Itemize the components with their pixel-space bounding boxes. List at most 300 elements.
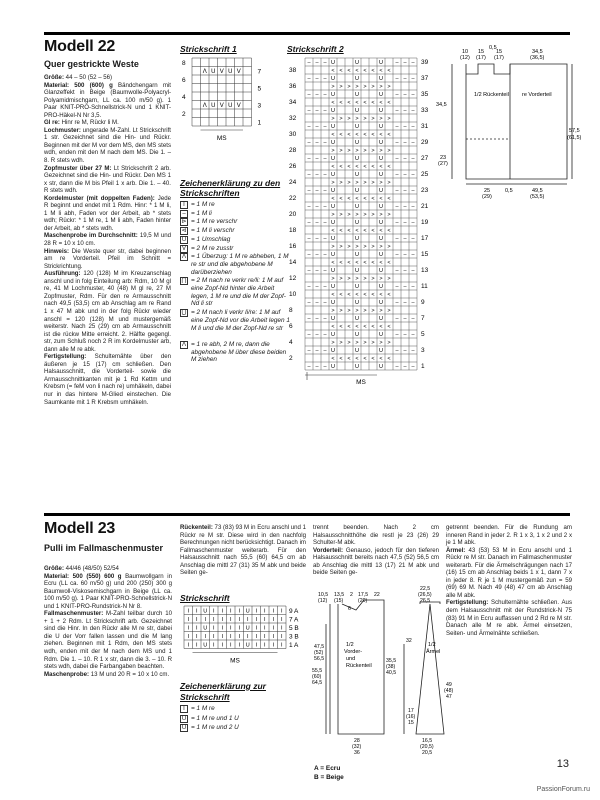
schematic-top-dim-3: 15 (478, 49, 485, 55)
legend-symbol-icon: U (181, 725, 187, 731)
chart-symbol: U (355, 252, 359, 259)
chart-symbol: – (315, 284, 319, 291)
model-23-sleeve-text (446, 524, 572, 637)
chart-symbol: – (323, 364, 327, 371)
row-number-right: 37 (421, 75, 429, 82)
schematic-bottom-dim-1: 25 (484, 188, 491, 194)
chart-symbol: < (371, 292, 375, 299)
chart-symbol: – (411, 348, 415, 355)
row-label: 7 A (289, 616, 299, 624)
chart-symbol: U (379, 268, 383, 275)
schematic-top-dim-5: 0,5 (489, 45, 497, 51)
paragraph-heading: Ärmel: (446, 546, 466, 554)
chart-symbol: < (355, 68, 359, 75)
chart-symbol: – (403, 140, 407, 147)
s2-left-dim-6: 64,5 (312, 680, 323, 686)
chart-symbol: < (331, 356, 335, 363)
chart-symbol: I (272, 634, 275, 640)
chart-symbol: < (355, 196, 359, 203)
chart-symbol: < (363, 68, 367, 75)
chart-symbol: < (331, 68, 335, 75)
legend-text: = 1 re abh, 2 M re, dann die abgehobene M über diese beiden M ziehen (191, 340, 287, 364)
chart-symbol: – (403, 236, 407, 243)
chart-symbol: – (323, 236, 327, 243)
chart-symbol: < (371, 132, 375, 139)
chart-symbol: – (395, 364, 399, 371)
chart-symbol: < (339, 228, 343, 235)
legend-text: = 1 M re (191, 705, 215, 712)
row-number-right: 9 (421, 299, 425, 306)
chart-symbol: I (280, 642, 283, 649)
chart-symbol: < (371, 260, 375, 267)
chart-symbol: – (395, 284, 399, 291)
chart-symbol: U (355, 156, 359, 163)
chart-symbol: I (212, 625, 215, 632)
chart-1-grid (180, 54, 260, 174)
chart-symbol: I (187, 617, 190, 623)
row-number-left: 32 (289, 115, 297, 122)
chart-symbol: – (323, 268, 327, 275)
model-23-title: Modell 23 (44, 520, 116, 537)
paragraph-heading: Fertigstellung: (446, 599, 489, 607)
legend-item (180, 341, 292, 364)
chart-symbol: U (228, 103, 233, 109)
paragraph-heading: Maschenprobe: (44, 670, 90, 678)
chart-symbol: U (331, 284, 335, 291)
chart-symbol: V (236, 69, 241, 75)
chart-symbol: U (203, 642, 208, 649)
paragraph: Maschenprobe: 13 M und 20 R = 10 x 10 cm. (44, 670, 170, 678)
chart-symbol: – (307, 236, 311, 243)
chart-symbol: > (347, 148, 351, 155)
chart-symbol: > (339, 116, 343, 123)
row-label: 5 B (289, 625, 299, 632)
chart-symbol: U (379, 316, 383, 323)
paragraph: Gl re: Hinr re M, Rückr li M. (44, 119, 119, 127)
chart-symbol: – (395, 252, 399, 259)
row-number-left: 16 (289, 243, 297, 250)
s2-top-dim-6: 17,5 (358, 592, 369, 598)
chart-symbol: – (307, 300, 311, 307)
chart-symbol: – (411, 252, 415, 259)
chart-symbol: I (238, 634, 241, 640)
chart-symbol: > (339, 84, 343, 91)
chart-symbol: U (379, 60, 383, 67)
paragraph: trennt beenden. Nach 2 cm Halsausschnitthöhe die restl je 23 (26) 29 Schulter-M abk. (313, 524, 439, 547)
row-number-left: 36 (289, 83, 297, 90)
chart-symbol: – (411, 220, 415, 227)
chart-symbol: > (371, 340, 375, 347)
chart-symbol: U (379, 364, 383, 371)
chart-symbol: < (363, 164, 367, 171)
chart-symbol: I (263, 642, 266, 649)
chart-symbol: – (307, 188, 311, 195)
chart-symbol: > (355, 180, 359, 187)
chart-symbol: I (204, 617, 207, 623)
chart-symbol: – (403, 124, 407, 131)
row-number-left: 20 (289, 211, 297, 218)
chart-symbol: > (379, 84, 383, 91)
legend-item (180, 245, 233, 253)
legend-symbol-icon: ⋃ (181, 310, 187, 317)
row-number-right: 31 (421, 123, 429, 130)
s2-center-label: 1/2 Vorder-und Rückenteil (344, 642, 372, 669)
chart-symbol: < (347, 228, 351, 235)
legend-text: = 2 M re zusstr (191, 244, 234, 252)
chart-symbol: – (323, 188, 327, 195)
chart-symbol: – (307, 204, 311, 211)
footer-watermark: PassionForum.ru (536, 786, 590, 793)
schematic-right-dim-1: 57,5 (569, 128, 580, 134)
chart-symbol: < (339, 356, 343, 363)
paragraph: Zopfmuster über 27 M: Lt Strickschrift 2 arb. Gezeichnet sind die Hin- und Rückr. Den MS 1 x str, dann die M bis Pfeil 1 x arb. Die 1. – 40. R stets wdh. (44, 164, 171, 195)
chart-symbol: U (355, 92, 359, 99)
chart-symbol: > (331, 340, 335, 347)
chart-symbol: – (395, 236, 399, 243)
chart-symbol: Λ (202, 69, 207, 75)
model-22-title: Modell 22 (44, 38, 116, 55)
chart-symbol: I (238, 617, 241, 623)
chart-symbol: > (355, 308, 359, 315)
row-number-left: 6 (289, 323, 293, 330)
chart-symbol: – (395, 156, 399, 163)
chart-symbol: – (315, 60, 319, 67)
chart-symbol: < (387, 196, 391, 203)
chart-symbol: I (195, 642, 198, 649)
legend-2 (180, 705, 292, 745)
chart-symbol: U (355, 220, 359, 227)
chart-symbol: < (339, 100, 343, 107)
schematic-left-dim-1: 34,5 (436, 102, 447, 108)
chart-symbol: U (379, 108, 383, 115)
chart-symbol: > (371, 308, 375, 315)
chart-symbol: < (387, 132, 391, 139)
legend-symbol-icon: ⊲ (181, 228, 187, 235)
chart-symbol: – (403, 300, 407, 307)
chart-symbol: I (280, 625, 283, 632)
chart-symbol: > (339, 308, 343, 315)
chart-symbol: U (331, 268, 335, 275)
chart-symbol: > (355, 340, 359, 347)
chart-symbol: – (395, 220, 399, 227)
chart-symbol: U (355, 204, 359, 211)
chart-symbol: > (363, 116, 367, 123)
s2-left-dim-5: (60) (312, 674, 322, 680)
chart-symbol: < (355, 100, 359, 107)
chart-symbol: < (347, 196, 351, 203)
chart-symbol: – (315, 348, 319, 355)
chart-symbol: U (331, 60, 335, 67)
s2-top-dim-8: 22 (374, 592, 380, 598)
chart-symbol: > (331, 276, 335, 283)
chart-symbol: < (331, 132, 335, 139)
row-number-right: 11 (421, 283, 428, 290)
paragraph: Material: 500 (550) 600 g Baumwollgarn in Ecru (LL ca. 60 m/50 g) und 200 (250) 300 g Baumwoll-Viskosemischgarn in Beige (LL ca. 100 m/50 g). 1 Paar KNIT-PRO-Schnellstrick-N und 1 KNIT-PRO-Rundstrick-N Nr 8. (44, 572, 172, 610)
legend-text: = 1 M li verschr (191, 227, 235, 235)
chart-symbol: < (363, 356, 367, 363)
chart-symbol: > (379, 244, 383, 251)
chart-symbol: I (187, 634, 190, 640)
chart-symbol: > (379, 212, 383, 219)
chart-symbol: < (371, 68, 375, 75)
s2-top-dim-7: (20) (358, 598, 368, 604)
chart-symbol: – (411, 364, 415, 371)
chart-symbol: I (255, 642, 258, 649)
legend-symbol-icon: Λ (181, 254, 186, 261)
paragraph: Ausführung: 120 (128) M im Kreuzanschlag anschl und in folg Einteilung arb: Rdm, 10 M gl re, 41 M Lochmuster, 40 (48) M gl re, 27 M Zopfmuster, Rdm. Für den re Armausschnitt nach 49,5 (53,5) cm ab Anschlag am re Rand 1 x 47 M abk und in der folg Rückr wieder anschl = 120 (128) M und mustergemäß weiterstr. Nach 25 (29) cm ab Armausschnitt ist die rückw Mitte erreicht. 2. Hälfte gegengl. str, zum Schluß noch 2 R im Kordelmuster arb, dann alle M re abk. (44, 270, 171, 353)
chart-symbol: I (280, 617, 283, 623)
s2-bottom-dim-2: (32) (352, 744, 362, 750)
chart-symbol: – (403, 156, 407, 163)
chart-symbol: – (323, 76, 327, 83)
chart-symbol: > (363, 84, 367, 91)
chart-symbol: > (387, 180, 391, 187)
model-22-instructions (44, 74, 171, 406)
s2-sleeve-top-2: (26,5) (418, 592, 432, 598)
chart-symbol: U (331, 332, 335, 339)
s2-top-dim-1: 10,5 (318, 592, 329, 598)
chart-symbol: – (323, 332, 327, 339)
chart-symbol: > (347, 116, 351, 123)
chart-symbol: > (331, 180, 335, 187)
chart-2-grid (287, 54, 435, 390)
chart-symbol: > (339, 244, 343, 251)
chart-symbol: I (255, 608, 258, 615)
chart-symbol: < (339, 164, 343, 171)
chart-symbol: – (403, 204, 407, 211)
chart-symbol: I (263, 634, 266, 640)
s2-inner-dim-2: (38) (386, 664, 396, 670)
chart-symbol: > (371, 276, 375, 283)
chart-symbol: < (339, 68, 343, 75)
chart-symbol: U (355, 76, 359, 83)
chart-symbol: – (403, 316, 407, 323)
chart-symbol: < (331, 164, 335, 171)
paragraph: Maschenprobe im Durchschnitt: 19,5 M und 28 R = 10 x 10 cm. (44, 232, 171, 248)
schematic-left-dim-3: (27) (438, 161, 448, 167)
chart-symbol: – (403, 220, 407, 227)
chart-symbol: < (363, 196, 367, 203)
chart-symbol: I (280, 608, 283, 615)
legend-text: = 1 M re und 2 U (191, 724, 239, 731)
chart-symbol: I (212, 617, 215, 623)
chart-symbol: – (307, 156, 311, 163)
paragraph-heading: Material: 500 (550) 600 g (44, 572, 122, 580)
chart-symbol: – (395, 188, 399, 195)
chart-symbol: – (395, 124, 399, 131)
chart-symbol: – (395, 204, 399, 211)
chart-symbol: < (355, 228, 359, 235)
paragraph: Hinweis: Die Weste quer str, dabei beginnen am re Vorderteil. Pfeil im Schnitt = Strickrichtung. (44, 247, 171, 270)
chart-symbol: – (403, 268, 407, 275)
row-number-left: 6 (182, 77, 186, 84)
chart-symbol: U (355, 300, 359, 307)
chart-symbol: V (219, 103, 224, 109)
chart-symbol: > (347, 340, 351, 347)
legend-item (180, 227, 235, 235)
chart-symbol: > (347, 276, 351, 283)
row-number-right: 29 (421, 139, 429, 146)
chart-symbol: – (315, 316, 319, 323)
chart-symbol: I (229, 617, 232, 623)
chart-symbol: U (355, 124, 359, 131)
chart-symbol: > (363, 148, 367, 155)
chart-symbol: < (379, 68, 383, 75)
row-number-right: 5 (257, 85, 262, 93)
row-number-left: 8 (289, 307, 293, 314)
chart-symbol: < (339, 132, 343, 139)
chart-symbol: – (315, 92, 319, 99)
chart-symbol: U (379, 188, 383, 195)
chart-symbol: – (315, 76, 319, 83)
chart-symbol: – (323, 348, 327, 355)
chart-symbol: – (403, 188, 407, 195)
s2-bottom-dim-1: 28 (354, 738, 360, 744)
chart-symbol: U (379, 252, 383, 259)
chart-symbol: < (371, 164, 375, 171)
chart-symbol: < (379, 292, 383, 299)
row-number-left: 10 (289, 291, 297, 298)
chart-symbol: – (403, 252, 407, 259)
paragraph: Fertigstellung: Schultemähte über den äußeren je 15 (17) cm schließen. Den Halsausschnitt, die Vorderteil- sowie die Armausschnittkanten mit je 1 Rd Kettm und Krebsm (= feM von li nach re) umhäkeln, dabei nur in das hintere M-Glied einstechen. Die Saumkante mit 1 R Krebsm umhäkeln. (44, 353, 171, 406)
legend-1 (180, 201, 292, 381)
legend-text: = 2 M nach li verkr li/re: 1 M auf eine Zopf-Nd vor die Arbeit legen 1 M li und die M der Zopf-Nd re str (191, 309, 290, 332)
legend-symbol-icon: U (181, 715, 187, 722)
chart-symbol: < (331, 292, 335, 299)
legend-symbol-icon: ⊳ (181, 219, 187, 226)
row-number-left: 28 (289, 147, 297, 154)
chart-symbol: – (323, 172, 327, 179)
chart-symbol: – (411, 76, 415, 83)
chart-symbol: > (371, 148, 375, 155)
paragraph: Material: 500 (600) g Bändchengarn mit Glanzeffekt in Beige (Baumwolle-Polyacryl-Polyamidmischgarn, LL ca. 100 m/50 g). 1 Paar KNIT-PRO-Schnellstrick-N und 1 KNIT-PRO-Häkel-N Nr 3,5. (44, 81, 171, 119)
chart-1-ms-label: MS (216, 135, 227, 142)
legend-symbol-icon: U (181, 236, 187, 243)
legend-item (180, 715, 239, 723)
chart-symbol: U (355, 332, 359, 339)
s2-sleeve-dim-2: 17 (408, 708, 414, 714)
chart-symbol: – (315, 252, 319, 259)
chart-symbol: I (187, 642, 190, 649)
legend-item (180, 236, 230, 244)
schematic-bottom-dim-2: (29) (482, 194, 492, 200)
chart-symbol: – (315, 204, 319, 211)
chart-symbol: U (355, 364, 359, 371)
s2-sleeve-dim-4: 15 (408, 720, 414, 726)
paragraph: Fertigstellung: Schulternähte schließen. Aus dem Halsausschnitt mit der Rundstrick-N 75 (83) 91 M in Ecru auffassen und 2 Rd re M str. Danach alle M re abk. Ärmel einsetzen, Seiten- und Ärmelnähte schließen. (446, 599, 572, 637)
chart-symbol: – (323, 124, 327, 131)
model-22-subtitle: Quer gestrickte Weste (44, 59, 139, 69)
paragraph: Ärmel: 43 (53) 53 M in Ecru anschl und 1 Rückr re M str. Danach im Fallmaschenmuster weiterarb. Für die Ärmelschrägungen nach 17 (16) 15 cm ab Anschlag beids 1 x 1, dann 7 x in jeder 8. R je 1 M mustergemäß zun = 59 (69) 69 M. Nach 49 (48) 47 cm ab Anschlag alle M abk. (446, 546, 572, 599)
chart-symbol: – (403, 284, 407, 291)
paragraph-heading: Größe: (44, 74, 64, 81)
chart-symbol: U (355, 188, 359, 195)
chart-symbol: > (339, 148, 343, 155)
paragraph-heading: Ausführung: (44, 270, 81, 278)
s2-sleeve-dim-7: 47 (446, 694, 452, 700)
model-23-front-text (313, 524, 439, 577)
chart-symbol: > (347, 308, 351, 315)
s2-sleeve-dim-3: (16) (406, 714, 416, 720)
paragraph-heading: Material: 500 (600) g (44, 81, 113, 89)
chart-symbol: > (339, 180, 343, 187)
row-number-right: 3 (257, 102, 262, 110)
chart-symbol: – (403, 108, 407, 115)
chart-symbol: – (403, 332, 407, 339)
chart-symbol: > (379, 276, 383, 283)
chart-symbol: > (371, 180, 375, 187)
legend-text: = 1 M re und 1 U (191, 714, 239, 722)
chart-symbol: U (228, 69, 233, 75)
chart-symbol: U (379, 348, 383, 355)
s2-sleeve-dim-1: 32 (406, 638, 412, 644)
row-number-right: 33 (421, 107, 429, 114)
chart-symbol: < (387, 356, 391, 363)
legend-item (180, 253, 292, 276)
chart-symbol: > (363, 308, 367, 315)
schematic-bottom-dim-4: 49,5 (532, 188, 543, 194)
chart-symbol: > (387, 308, 391, 315)
chart-symbol: > (379, 180, 383, 187)
chart-symbol: > (347, 244, 351, 251)
chart-symbol: < (363, 228, 367, 235)
row-label: 9 A (289, 608, 299, 615)
chart-symbol: I (229, 642, 232, 649)
schematic-top-dim-6: 15 (496, 49, 503, 55)
s2-left-dim-4: 55,5 (312, 668, 323, 674)
chart-symbol: < (379, 100, 383, 107)
chart-symbol: – (307, 172, 311, 179)
legend-text: = 1 Überzug: 1 M re abheben, 1 M re str und die abgehobene M darüberziehen (191, 253, 289, 276)
chart-symbol: U (211, 103, 216, 109)
model-23-back-text (180, 524, 306, 577)
chart-symbol: – (411, 92, 415, 99)
chart-symbol: – (411, 108, 415, 115)
chart-symbol: – (315, 108, 319, 115)
row-number-left: 8 (182, 60, 186, 67)
model-23-subtitle: Pulli im Fallmaschenmuster (44, 543, 164, 553)
row-number-right: 1 (421, 363, 425, 370)
chart-symbol: > (331, 148, 335, 155)
chart-symbol: I (229, 608, 232, 615)
s2-left-dim-1: 47,5 (314, 644, 325, 650)
s2-inner-dim-3: 40,5 (386, 670, 397, 676)
paragraph-heading: Gl re: (44, 119, 60, 127)
row-number-left: 12 (289, 275, 297, 282)
chart-symbol: > (387, 84, 391, 91)
color-key-a: A = Ecru (314, 765, 341, 772)
chart-symbol: I (238, 608, 241, 615)
chart-symbol: – (411, 172, 415, 179)
chart-symbol: U (331, 252, 335, 259)
chart-symbol: U (379, 220, 383, 227)
chart-symbol: U (331, 172, 335, 179)
chart-symbol: I (238, 625, 241, 632)
chart-symbol: < (339, 292, 343, 299)
chart-symbol: V (236, 103, 241, 109)
row-number-right: 3 (421, 347, 425, 354)
chart-symbol: > (331, 244, 335, 251)
chart-symbol: < (347, 292, 351, 299)
paragraph: Größe: 44 – 50 (52 – 56) (44, 74, 113, 81)
chart-symbol: > (347, 84, 351, 91)
model-23-instructions (44, 565, 172, 678)
chart-symbol: > (355, 276, 359, 283)
chart-symbol: I (221, 642, 224, 649)
chart-symbol: < (339, 324, 343, 331)
chart-symbol: I (195, 608, 198, 615)
chart-symbol: < (371, 228, 375, 235)
